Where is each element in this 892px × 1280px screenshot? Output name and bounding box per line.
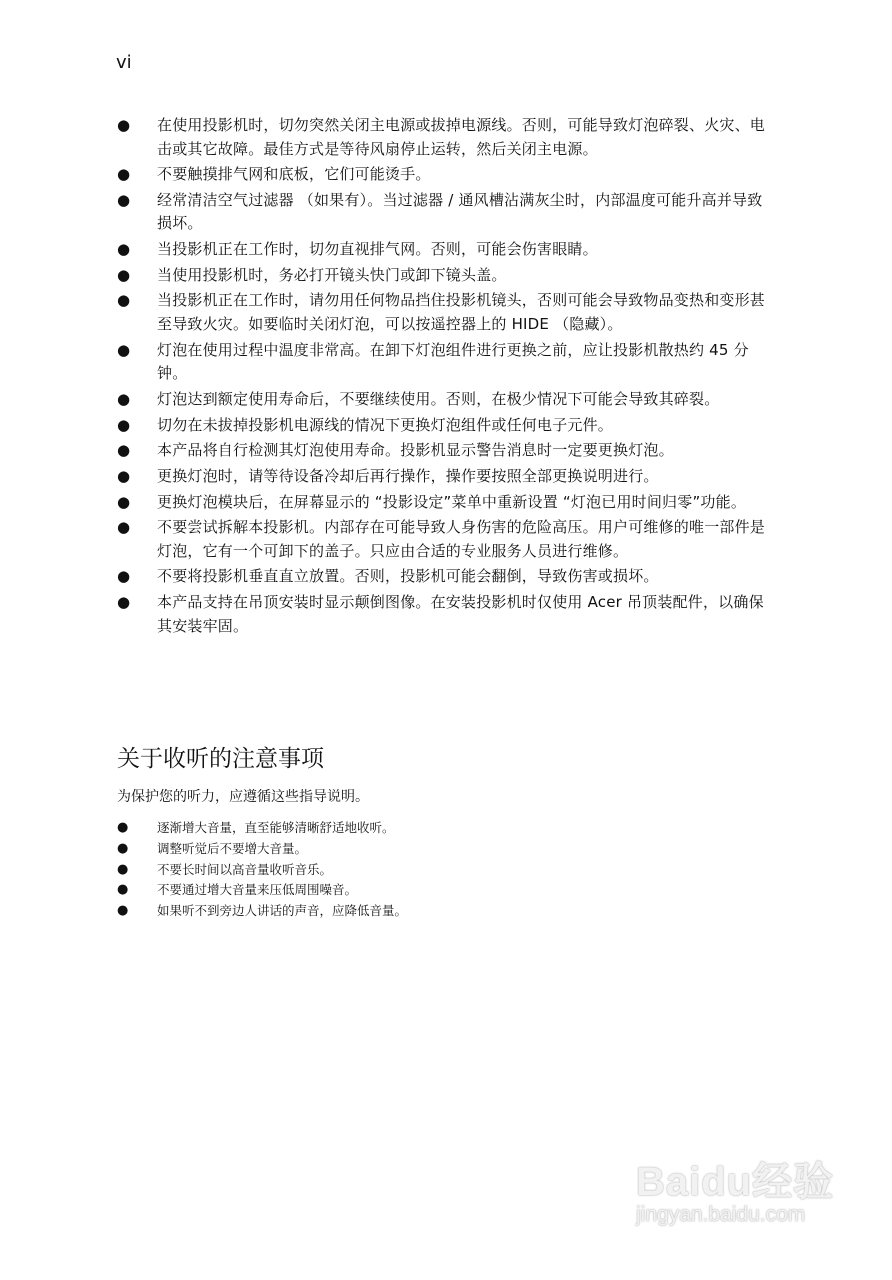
list-item (117, 339, 767, 386)
section-heading: 关于收听的注意事项 (117, 746, 324, 772)
list-item-text: 当投影机正在工作时，请勿用任何物品挡住投影机镜头，否则可能会导致物品变热和变形甚至导致火灾。如要临时关闭灯泡，可以按遥控器上的 HIDE （隐藏）。 (157, 291, 766, 333)
list-item-text: 本产品支持在吊顶安装时显示颠倒图像。在安装投影机时仅使用 Acer 吊顶装配件，以确保其安装牢固。 (157, 593, 764, 635)
list-item (117, 114, 767, 161)
list-item (117, 491, 767, 515)
bullet-icon: ● (117, 340, 131, 359)
list-item-text: 不要长时间以高音量收听音乐。 (157, 861, 333, 877)
list-item (117, 880, 407, 901)
list-item-text: 经常清洁空气过滤器 （如果有）。当过滤器 / 通风槽沾满灰尘时，内部温度可能升高并导致损坏。 (157, 190, 763, 233)
bullet-icon: ● (117, 567, 131, 586)
bullet-icon: ● (117, 415, 131, 434)
list-item (117, 388, 767, 412)
list-item (117, 289, 767, 336)
safety-list (117, 114, 767, 640)
list-item (117, 860, 407, 881)
list-item-text: 本产品将自行检测其灯泡使用寿命。投影机显示警告消息时一定要更换灯泡。 (157, 441, 674, 460)
bullet-icon: ● (117, 593, 131, 612)
list-item (117, 163, 767, 187)
list-item (117, 591, 767, 638)
list-item-text: 不要通过增大音量来压低周围噪音。 (157, 882, 358, 898)
bullet-icon: ● (117, 291, 131, 310)
list-item-text: 切勿在未拔掉投影机电源线的情况下更换灯泡组件或任何电子元件。 (157, 415, 614, 434)
list-item-text: 在使用投影机时，切勿突然关闭主电源或拔掉电源线。否则，可能导致灯泡碎裂、火灾、电击或其它故障。最佳方式是等待风扇停止运转，然后关闭主电源。 (157, 116, 766, 158)
list-item-text: 当使用投影机时，务必打开镜头快门或卸下镜头盖。 (157, 265, 507, 284)
list-item-text: 更换灯泡模块后，在屏幕显示的 “投影设定”菜单中重新设置 “灯泡已用时间归零”功能。 (157, 492, 747, 511)
listening-list (117, 818, 407, 922)
list-item (117, 565, 767, 589)
bullet-icon: ● (117, 820, 129, 835)
list-item (117, 901, 407, 922)
bullet-icon: ● (117, 882, 129, 898)
page-number: vi (116, 52, 132, 73)
list-item-text: 更换灯泡时，请等待设备冷却后再行操作，操作要按照全部更换说明进行。 (157, 466, 659, 485)
list-item (117, 439, 767, 463)
bullet-icon: ● (117, 190, 131, 209)
bullet-icon: ● (117, 861, 129, 877)
bullet-icon: ● (117, 903, 129, 919)
list-item (117, 818, 407, 839)
section-intro: 为保护您的听力，应遵循这些指导说明。 (117, 789, 369, 805)
list-item (117, 516, 767, 563)
bullet-icon: ● (117, 116, 131, 134)
list-item (117, 264, 767, 288)
watermark-brand: Baidu经验 (636, 1160, 835, 1204)
bullet-icon: ● (117, 265, 131, 284)
bullet-icon: ● (117, 466, 131, 485)
watermark-url: jingyan.baidu.com (636, 1203, 806, 1226)
list-item-text: 调整听觉后不要增大音量。 (157, 840, 308, 856)
bullet-icon: ● (117, 840, 129, 856)
list-item-text: 不要触摸排气网和底板，它们可能烫手。 (157, 165, 431, 184)
list-item (117, 238, 767, 262)
list-item (117, 414, 767, 438)
list-item-text: 如果听不到旁边人讲话的声音，应降低音量。 (157, 903, 408, 919)
list-item-text: 当投影机正在工作时，切勿直视排气网。否则，可能会伤害眼睛。 (157, 240, 598, 259)
list-item-text: 不要尝试拆解本投影机。内部存在可能导致人身伤害的危险高压。用户可维修的唯一部件是灯泡，它有一个可卸下的盖子。只应由合适的专业服务人员进行维修。 (157, 518, 766, 560)
bullet-icon: ● (117, 441, 131, 460)
bullet-icon: ● (117, 389, 131, 408)
list-item (117, 465, 767, 489)
list-item-text: 逐渐增大音量，直至能够清晰舒适地收听。 (157, 820, 395, 835)
bullet-icon: ● (117, 492, 131, 511)
baidu-watermark (636, 1150, 834, 1227)
list-item (117, 189, 767, 236)
bullet-icon: ● (117, 240, 131, 259)
bullet-icon: ● (117, 165, 131, 184)
list-item-text: 不要将投影机垂直直立放置。否则，投影机可能会翻倒，导致伤害或损坏。 (157, 567, 659, 586)
list-item-text: 灯泡在使用过程中温度非常高。在卸下灯泡组件进行更换之前，应让投影机散热约 45 分钟。 (157, 340, 749, 383)
list-item (117, 839, 407, 860)
list-item-text: 灯泡达到额定使用寿命后，不要继续使用。否则，在极少情况下可能会导致其碎裂。 (157, 389, 720, 408)
bullet-icon: ● (117, 518, 131, 537)
